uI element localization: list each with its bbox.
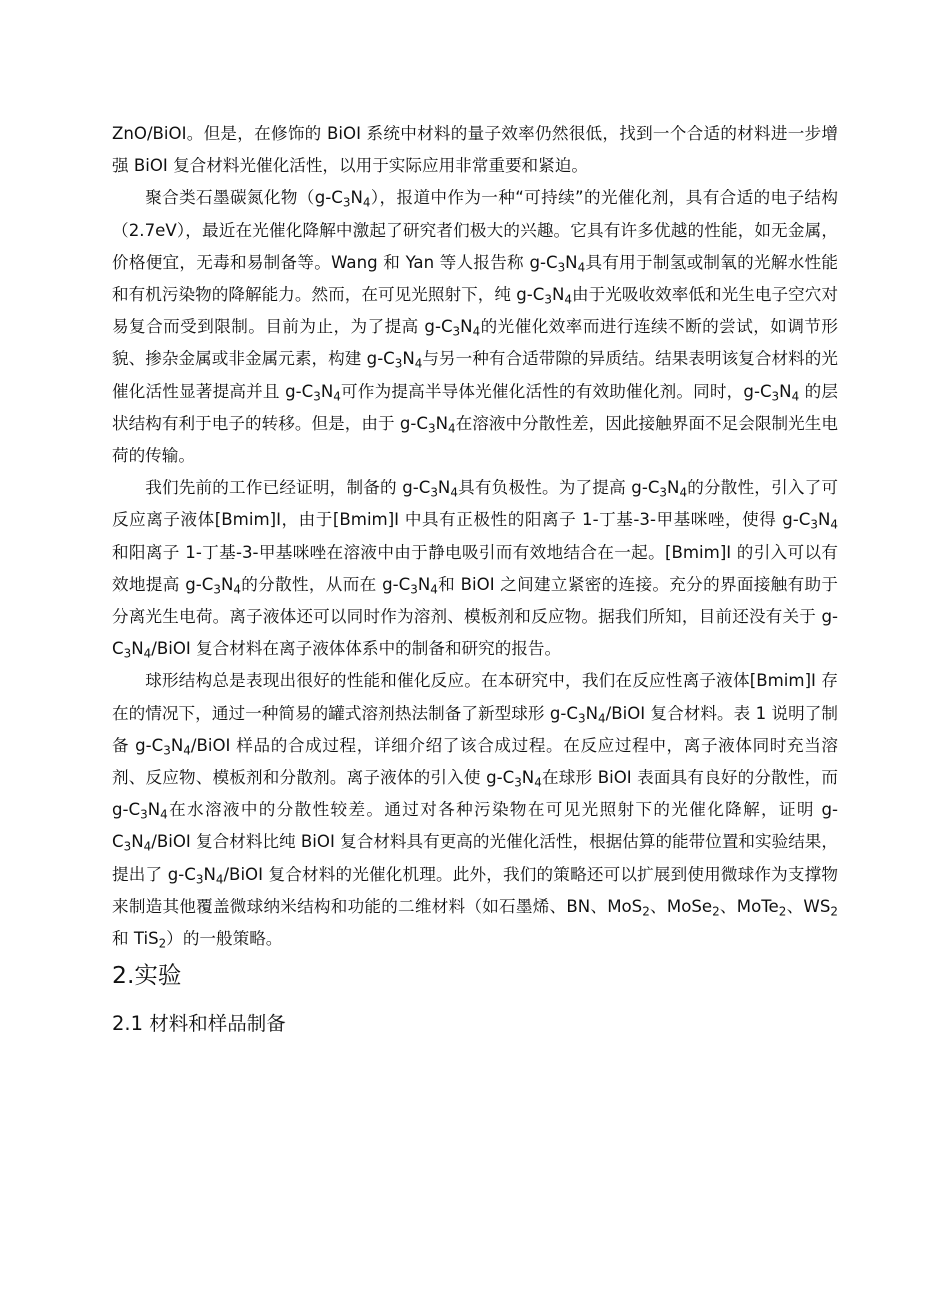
text-run: 、WS <box>786 896 831 916</box>
subscript: 4 <box>143 646 152 661</box>
subscript: 4 <box>450 485 458 500</box>
text-run: 在溶液中分散性差，因此接触界面不足会限制光生电荷的传输。 <box>112 413 838 466</box>
section-heading: 2.实验 <box>112 961 182 990</box>
paragraph-g-c3n4-overview <box>112 182 838 472</box>
subscript: 4 <box>160 807 168 822</box>
paragraph-spherical-structure <box>112 665 838 955</box>
text-run: N <box>460 317 473 337</box>
text-run: /BiOI 复合材料在离子液体体系中的制备和研究的报告。 <box>151 639 562 659</box>
subscript: 4 <box>233 582 241 597</box>
subscript: 4 <box>448 421 456 436</box>
text-run: N <box>437 478 451 498</box>
text-run: N <box>131 639 144 659</box>
subscript: 3 <box>557 260 566 275</box>
subscript: 2 <box>158 936 167 951</box>
subscript: 3 <box>430 485 438 500</box>
text-run: 由于光吸收效率低和光生电子空穴对易复合而受到限制。目前为止，为了提高 g-C <box>112 285 838 337</box>
text-run: 我们先前的工作已经证明，制备的 g-C <box>145 478 431 498</box>
text-run: N <box>320 381 334 401</box>
text-run: 的层状结构有利于电子的转移。但是，由于 g-C <box>112 381 838 433</box>
document-page <box>112 118 838 1043</box>
subscript: 3 <box>213 582 221 597</box>
subscript: 3 <box>342 195 351 210</box>
text-run: /BiOI 复合材料。表 1 说明了制备 g-C <box>112 703 838 755</box>
subscript: 3 <box>394 356 403 371</box>
text-run: N <box>131 832 144 852</box>
text-run: 、MoTe <box>719 896 779 916</box>
subscript: 2 <box>830 904 838 919</box>
text-run: 的分散性，引入了可反应离子液体[Bmim]I，由于[Bmim]I 中具有正极性的阳离子 1-丁基-3-甲基咪唑，使得 g-C <box>112 478 838 530</box>
text-run: 具有负极性。为了提高 g-C <box>457 478 660 498</box>
subscript: 2 <box>712 904 720 919</box>
text-run: N <box>565 252 578 272</box>
text-run: 在水溶液中的分散性较差。通过对各种污染物在可见光照射下的光催化降解，证明 g-C <box>112 800 838 852</box>
subscript: 2 <box>778 904 787 919</box>
text-run: N <box>170 735 184 755</box>
subscript: 4 <box>577 260 586 275</box>
subscript: 3 <box>163 743 171 758</box>
text-run: 和 TiS <box>112 929 159 949</box>
subscript: 4 <box>534 775 542 790</box>
subscript: 3 <box>544 292 552 307</box>
subscript: 3 <box>313 388 321 403</box>
subscript: 4 <box>598 711 606 725</box>
text-run: 球形结构总是表现出很好的性能和催化反应。在本研究中，我们在反应性离子液体[Bmim]I 存在的情况下，通过一种简易的罐式溶剂热法制备了新型球形 g-C <box>112 671 838 723</box>
subscript: 3 <box>123 839 132 854</box>
text-run: /BiOI 复合材料比纯 BiOI 复合材料具有更高的光催化活性，根据估算的能带位置和实验结果，提出了 g-C <box>112 832 838 884</box>
text-run: 具有用于制氢或制氧的光解水性能和有机污染物的降解能力。然而，在可见光照射下，纯 g-C <box>112 252 839 305</box>
text-run: 、MoSe <box>649 896 713 916</box>
subscript: 3 <box>195 872 204 887</box>
text-run: 聚合类石墨碳氮化物（g-C <box>145 188 343 208</box>
text-run: N <box>402 349 415 369</box>
paragraph-biocl-intro-end <box>112 118 838 182</box>
subscript: 3 <box>410 582 418 597</box>
text-run: N <box>585 703 599 723</box>
subscript: 3 <box>123 646 132 661</box>
text-run: ），报道中作为一种“可持续”的光催化剂，具有合适的电子结构（2.7eV），最近在光催化降解中激起了研究者们极大的兴趣。它具有许多优越的性能，如无金属，价格便宜，无毒和易制备等。Wang 和 Yan 等人报告称 g-C <box>112 188 838 272</box>
text-run: 的光催化效率而进行连续不断的尝试，如调节形貌、掺杂金属或非金属元素，构建 g-C <box>112 317 838 369</box>
text-run: 和阳离子 1-丁基-3-甲基咪唑在溶液中由于静电吸引而有效地结合在一起。[Bmim]I 的引入可以有效地提高 g-C <box>112 542 838 594</box>
text-run: N <box>203 864 216 884</box>
text-run: N <box>435 413 449 433</box>
text-run: N <box>147 800 161 820</box>
subscript: 3 <box>659 485 668 500</box>
text-run: N <box>779 381 792 401</box>
subscript: 4 <box>791 388 800 403</box>
subsection-heading: 2.1 材料和样品制备 <box>112 1012 286 1036</box>
subscript: 4 <box>430 582 438 597</box>
text-run: N <box>417 574 431 594</box>
subscript: 3 <box>771 388 780 403</box>
text-run: /BiOI 复合材料的光催化机理。此外，我们的策略还可以扩展到使用微球作为支撑物来制造其他覆盖微球纳米结构和功能的二维材料（如石墨烯、BN、MoS <box>112 864 839 916</box>
text-run: N <box>817 510 831 530</box>
text-run: 和 BiOI 之间建立紧密的连接。充分的界面接触有助于分离光生电荷。离子液体还可以同时作为溶剂、模板剂和反应物。据我们所知，目前还没有关于 g-C <box>112 574 838 659</box>
subscript: 4 <box>679 485 688 500</box>
subscript: 4 <box>143 839 152 854</box>
subscript: 2 <box>642 904 650 919</box>
text-run: ZnO/BiOI。但是，在修饰的 BiOI 系统中材料的量子效率仍然很低，找到一个合适的材料进一步增强 BiOI 复合材料光催化活性，以用于实际应用非常重要和紧迫。 <box>112 124 838 176</box>
text-run: ）的一般策略。 <box>166 929 283 949</box>
subscript: 4 <box>215 872 224 887</box>
text-run: N <box>551 285 565 305</box>
subscript: 3 <box>577 711 586 725</box>
subscript: 4 <box>414 356 423 371</box>
subscript: 3 <box>428 421 436 436</box>
text-run: N <box>667 478 680 498</box>
text-run: 的分散性，从而在 g-C <box>240 574 411 594</box>
text-run: 可作为提高半导体光催化活性的有效助催化剂。同时，g-C <box>340 381 772 401</box>
text-run: 与另一种有合适带隙的异质结。结果表明该复合材料的光催化活性显著提高并且 g-C <box>112 349 838 401</box>
subscript: 4 <box>830 517 838 532</box>
subscript: 4 <box>362 195 371 210</box>
subscript: 3 <box>452 324 461 339</box>
subscript: 4 <box>472 324 481 339</box>
subscript: 3 <box>140 807 148 822</box>
subscript: 3 <box>514 775 522 790</box>
subscript: 4 <box>564 292 573 307</box>
text-run: 在球形 BiOI 表面具有良好的分散性，而 g-C <box>112 768 838 820</box>
text-run: /BiOI 样品的合成过程，详细介绍了该合成过程。在反应过程中，离子液体同时充当溶剂、反应物、模板剂和分散剂。离子液体的引入使 g-C <box>112 735 839 788</box>
text-run: N <box>220 574 234 594</box>
subscript: 4 <box>183 743 191 758</box>
subscript: 3 <box>810 517 818 532</box>
text-run: N <box>521 768 535 788</box>
text-run: N <box>350 188 363 208</box>
paragraph-ionic-liquid <box>112 472 838 665</box>
subscript: 4 <box>333 388 341 403</box>
